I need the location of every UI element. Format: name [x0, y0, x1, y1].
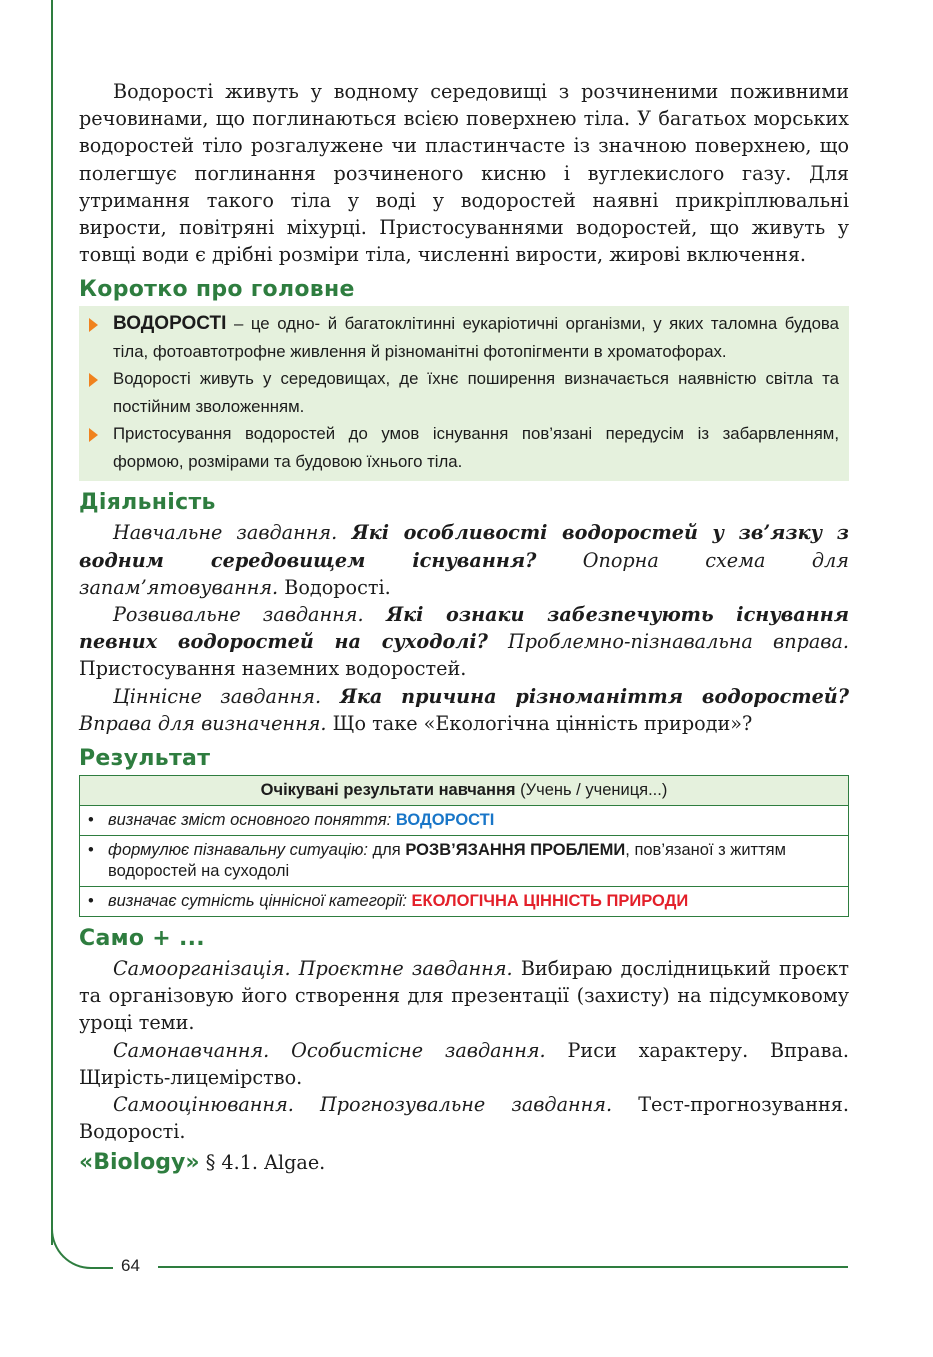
self-item: [79, 1037, 849, 1091]
results-table: [79, 775, 849, 917]
row-italic: формулює пізнавальну ситуацію:: [108, 841, 368, 860]
task-type: Розвивальне завдання.: [113, 603, 364, 627]
self-item-type: Самонавчання. Особистісне завдання.: [113, 1038, 546, 1062]
row-emphasis: ЕКОЛОГІЧНА ЦІННІСТЬ ПРИРОДИ: [411, 892, 689, 911]
task-question: Які особливості водоростей у зв’язку з водним середовищем існування?: [79, 521, 849, 572]
biology-label: «Biology»: [79, 1150, 200, 1176]
table-row: [80, 806, 849, 836]
task-type: Ціннісне завдання.: [113, 684, 322, 708]
orange-arrow-icon: [89, 373, 98, 387]
summary-text: Пристосування водоростей до умов існування пов’язані передусім із забарвленням, формою, розмірами та будовою їхнього тіла.: [113, 424, 839, 471]
summary-item: [87, 420, 839, 475]
orange-arrow-icon: [89, 318, 98, 332]
task-method: Опорна схема для запам’ятовування.: [79, 548, 849, 599]
activity-task: [79, 519, 849, 601]
page-frame-line: [51, 0, 53, 1245]
task-question: Яка причина різноманіття водоростей?: [321, 684, 849, 708]
table-row: [80, 836, 849, 887]
activity-task: [79, 683, 849, 737]
results-header-bold: Очікувані результати навчання: [260, 781, 516, 800]
row-emphasis: ВОДОРОСТІ: [395, 811, 495, 830]
biology-ref: § 4.1. Algae.: [199, 1151, 326, 1175]
intro-paragraph: Водорості живуть у водному середовищі з розчиненими поживними речовинами, що поглинаються всією поверхнею тіла. У багатьох морських водоростей тіло розгалужене чи пластинчасте із значною поверхнею, що полегшує поглинання розчиненого кисню і вуглекислого газу. Для утримання такого тіла у воді у водоростей наявні прикріплювальні вирости, повітряні міхурці. Пристосуваннями водоростей, що живуть у товщі води є дрібні розміри тіла, численні вирости, жирові включення.: [79, 80, 849, 267]
results-header-rest: (Учень / учениця...): [515, 781, 668, 800]
summary-box: [79, 306, 849, 481]
self-item: [79, 955, 849, 1037]
summary-item: [87, 310, 839, 365]
table-row: [80, 887, 849, 917]
page-frame-corner: [51, 1225, 113, 1269]
summary-text: – це одно- й багатоклітинні еукаріотичні організми, у яких таломна будова тіла, фотоавтотрофне живлення й різноманітні фотопігменти в хроматофорах.: [113, 314, 839, 361]
results-table-header: [80, 776, 849, 806]
self-item-type: Самооцінювання. Прогнозувальне завдання.: [113, 1093, 613, 1117]
task-type: Навчальне завдання.: [113, 521, 338, 545]
activity-task: [79, 601, 849, 683]
self-item-text: Риси характеру. Вправа. Щирість-лицемірство.: [79, 1038, 849, 1089]
summary-heading: Коротко про головне: [79, 277, 355, 303]
task-topic: Пристосування наземних водоростей.: [79, 657, 467, 681]
summary-term: ВОДОРОСТІ: [113, 313, 227, 335]
activity-heading: Діяльність: [79, 490, 216, 516]
orange-arrow-icon: [89, 428, 98, 442]
task-topic: Що таке «Екологічна цінність природи»?: [326, 711, 753, 735]
self-item-type: Самоорганізація. Проєктне завдання.: [113, 957, 513, 981]
row-normal-post: , пов’язаної з життям водоростей на суходолі: [108, 841, 786, 881]
summary-item: [87, 365, 839, 420]
row-emphasis: РОЗВ’ЯЗАННЯ ПРОБЛЕМИ: [405, 841, 626, 860]
biology-reference: [79, 1149, 849, 1176]
result-heading: Результат: [79, 746, 211, 772]
summary-text: Водорості живуть у середовищах, де їхнє поширення визначається наявністю світла та постійним зволоженням.: [113, 369, 839, 416]
bullet: •: [88, 892, 94, 911]
task-question: Які ознаки забезпечують існування певних водоростей на суходолі?: [79, 603, 849, 654]
row-italic: визначає зміст основного поняття:: [108, 811, 396, 830]
self-item-text: Тест-прогнозування. Водорості.: [79, 1093, 849, 1144]
footer-line: [158, 1266, 848, 1268]
page-content: [79, 78, 849, 1177]
bullet: •: [88, 811, 94, 830]
task-method: Вправа для визначення.: [79, 711, 327, 735]
bullet: •: [88, 841, 94, 860]
row-italic: визначає сутність ціннісної категорії:: [108, 892, 412, 911]
self-item-text: Вибираю дослідницький проєкт та організовую його створення для презентації (захисту) на підсумковому уроці теми.: [79, 957, 849, 1035]
task-topic: Водорості.: [278, 575, 391, 599]
page-number: 64: [121, 1256, 140, 1275]
task-method: Проблемно-пізнавальна вправа.: [487, 630, 849, 654]
self-item: [79, 1091, 849, 1145]
row-normal: для: [367, 841, 406, 860]
self-heading: Само + ...: [79, 926, 205, 952]
